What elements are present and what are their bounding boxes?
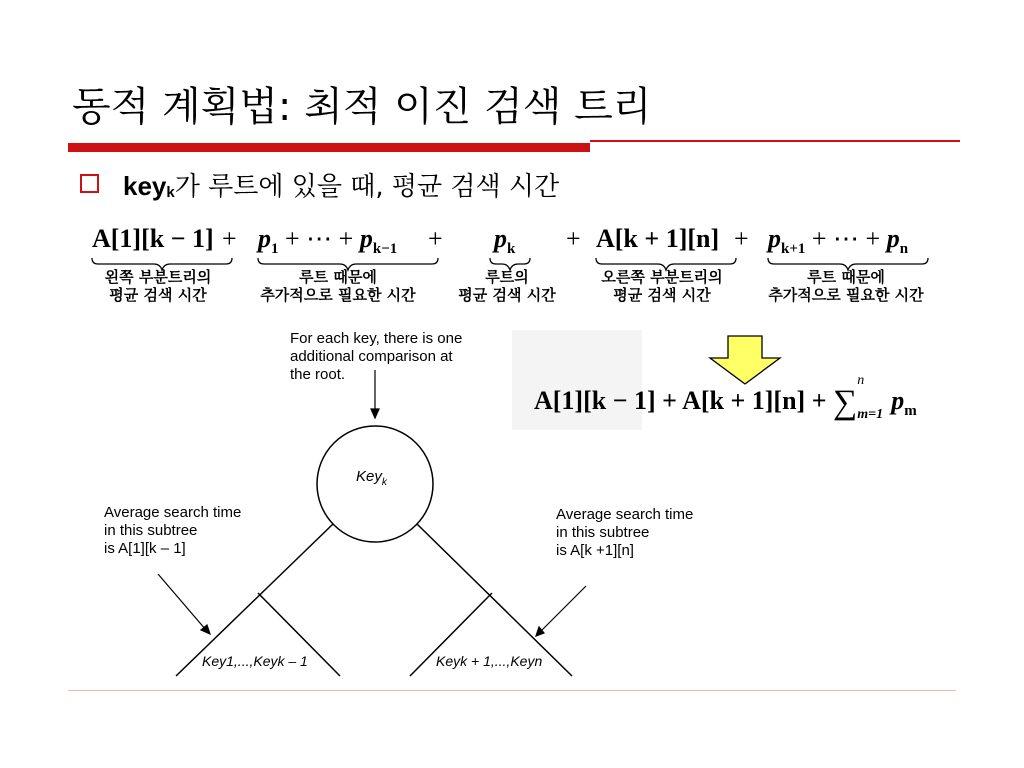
root-label: Key$_k$ — [356, 468, 387, 488]
caption-right-subtree: 오른쪽 부분트리의 평균 검색 시간 — [601, 268, 723, 304]
right-leaf-label: Keyk + 1,...,Keyn — [436, 653, 543, 669]
caption-root-extra-left: 루트 때문에 추가적으로 필요한 시간 — [260, 268, 416, 304]
page-title: 동적 계획법: 최적 이진 검색 트리 — [72, 84, 652, 130]
result-formula: A[1][k − 1] + A[k + 1][n] + ∑ n m=1 $p_m$ — [534, 373, 917, 422]
left-subtree-note: Average search time in this subtree is A[1][k – 1] — [104, 504, 242, 557]
caption-root: 루트의 평균 검색 시간 — [458, 268, 556, 304]
footer-rule — [68, 690, 956, 691]
sum-symbol: ∑ — [833, 384, 858, 421]
formula-plus: + — [566, 224, 581, 253]
underbraces — [92, 258, 928, 270]
arrowhead-icon — [536, 627, 544, 636]
underbrace — [768, 258, 928, 270]
down-arrow-icon — [710, 336, 780, 384]
underbrace — [92, 258, 232, 270]
bullet-text: 가 루트에 있을 때, 평균 검색 시간 — [174, 172, 560, 202]
bullet-keyword: key$_k$ — [123, 171, 175, 201]
formula-term-root: $p_k$ — [494, 224, 516, 258]
underbrace — [258, 258, 438, 270]
formula-plus: + — [222, 224, 237, 253]
formula-plus: + — [428, 224, 443, 253]
formula-term-sum-right: $p_{k+1}$ + ⋯ + $p_n$ — [768, 224, 909, 258]
formula-term-sum-left: $p_1$ + ⋯ + $p_{k-1}$ — [258, 224, 398, 258]
formula-plus: + — [734, 224, 749, 253]
caption-root-extra-right: 루트 때문에 추가적으로 필요한 시간 — [768, 268, 924, 304]
formula-term-right-subtree: A[k + 1][n] — [596, 224, 720, 253]
underbrace — [490, 258, 530, 270]
caption-left-subtree: 왼쪽 부분트리의 평균 검색 시간 — [104, 268, 212, 304]
root-note: For each key, there is one additional comparison at the root. — [290, 330, 463, 383]
left-leaf-label: Key1,...,Keyk – 1 — [202, 653, 308, 669]
arrowhead-icon — [371, 409, 379, 418]
right-subtree-note: Average search time in this subtree is A[k +1][n] — [556, 506, 694, 559]
underbrace — [596, 258, 736, 270]
formula-term-left-subtree: A[1][k − 1] — [92, 224, 214, 253]
